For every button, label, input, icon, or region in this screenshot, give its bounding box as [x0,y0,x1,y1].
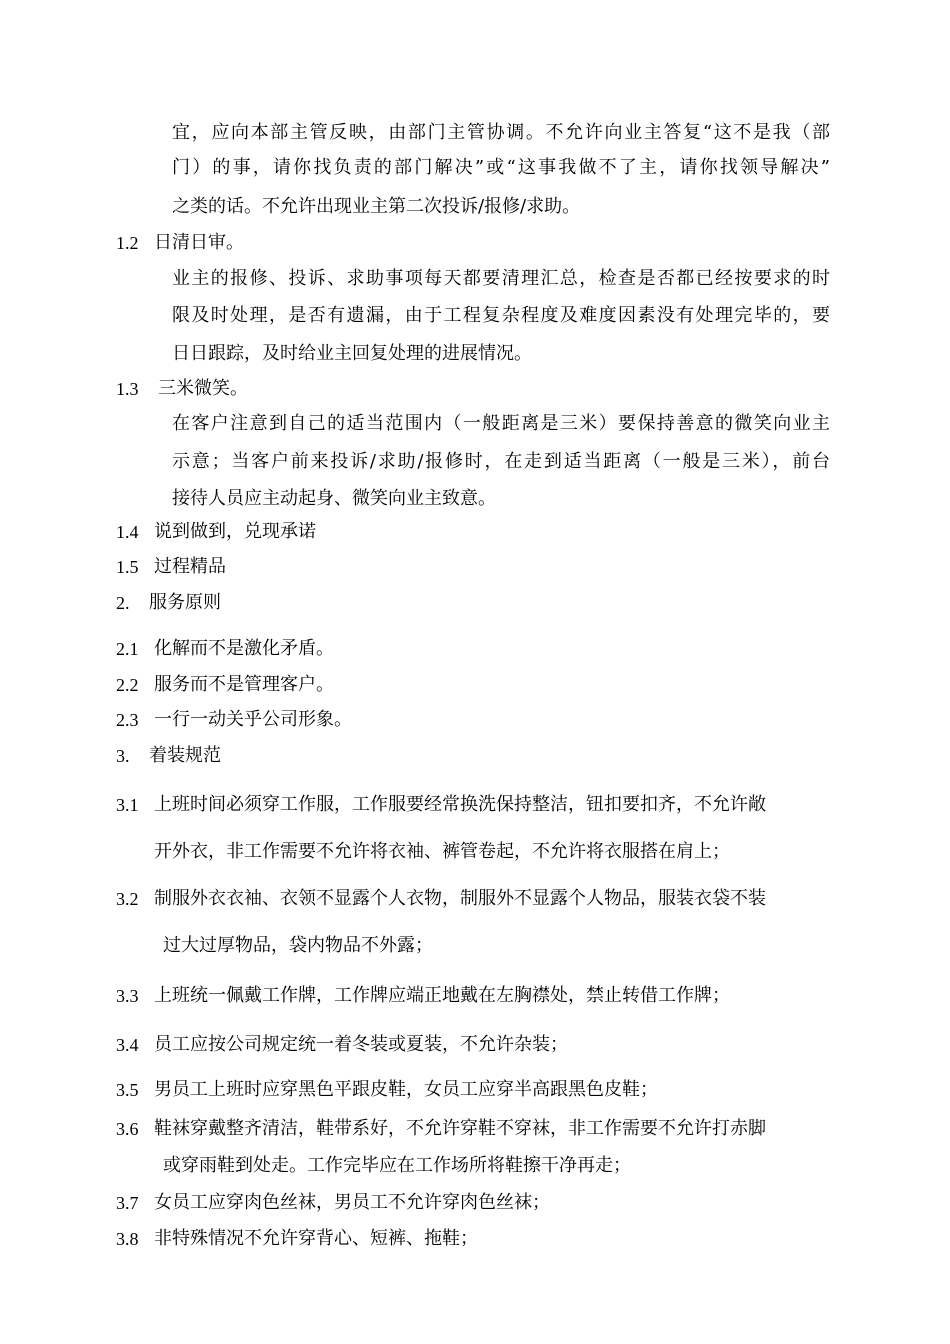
section-title: 服务原则 [149,592,221,613]
section-title: 着装规范 [149,745,221,766]
section-number: 3. [116,746,130,766]
section-number: 3.8 [116,1229,139,1249]
section-title: 女员工应穿肉色丝袜，男员工不允许穿肉色丝袜； [154,1192,550,1213]
intro-line-3: 之类的话。不允许出现业主第二次投诉/报修/求助。 [172,196,581,217]
section-title: 非特殊情况不允许穿背心、短裤、拖鞋； [154,1228,478,1249]
section-number: 3.6 [116,1119,139,1139]
section-title: 一行一动关乎公司形象。 [154,709,352,730]
section-number: 1.3 [116,379,139,399]
section-body-line: 限及时处理，是否有遗漏，由于工程复杂程度及难度因素没有处理完毕的，要 [172,305,830,326]
section-title: 上班时间必须穿工作服，工作服要经常换洗保持整洁，钮扣要扣齐，不允许敞 [154,794,766,815]
section-title: 男员工上班时应穿黑色平跟皮鞋，女员工应穿半高跟黑色皮鞋； [154,1079,658,1100]
section-continuation: 或穿雨鞋到处走。工作完毕应在工作场所将鞋擦干净再走； [163,1155,631,1176]
section-title: 员工应按公司规定统一着冬装或夏装，不允许杂装； [154,1034,568,1055]
section-number: 2.1 [116,639,139,659]
section-number: 2.3 [116,710,139,730]
section-number: 3.4 [116,1035,139,1055]
section-continuation: 过大过厚物品，袋内物品不外露； [163,935,433,956]
section-title: 三米微笑。 [158,378,248,399]
section-number: 2.2 [116,675,139,695]
section-title: 鞋袜穿戴整齐清洁，鞋带系好，不允许穿鞋不穿袜，非工作需要不允许打赤脚 [154,1118,766,1139]
intro-line-1: 宜，应向本部主管反映，由部门主管协调。不允许向业主答复“这不是我（部 [172,122,830,143]
section-body-line: 日日跟踪，及时给业主回复处理的进展情况。 [172,343,532,364]
section-title: 化解而不是激化矛盾。 [154,638,334,659]
section-number: 1.4 [116,522,139,542]
intro-line-2: 门）的事，请你找负责的部门解决”或“这事我做不了主，请你找领导解决” [172,157,830,178]
section-number: 1.2 [116,233,139,253]
section-continuation: 开外衣，非工作需要不允许将衣袖、裤管卷起，不允许将衣服搭在肩上； [154,841,730,862]
section-number: 2. [116,593,130,613]
section-number: 3.2 [116,889,139,909]
section-number: 3.5 [116,1080,139,1100]
section-number: 1.5 [116,557,139,577]
section-body-line: 示意；当客户前来投诉/求助/报修时，在走到适当距离（一般是三米），前台 [172,451,830,472]
section-body-line: 在客户注意到自己的适当范围内（一般距离是三米）要保持善意的微笑向业主 [172,413,830,434]
section-body-line: 业主的报修、投诉、求助事项每天都要清理汇总，检查是否都已经按要求的时 [172,268,830,289]
section-body-line: 接待人员应主动起身、微笑向业主致意。 [172,488,496,509]
section-number: 3.3 [116,986,139,1006]
section-title: 说到做到，兑现承诺 [154,521,316,542]
section-title: 过程精品 [154,556,226,577]
section-title: 制服外衣衣袖、衣领不显露个人衣物，制服外不显露个人物品，服装衣袋不装 [154,888,766,909]
section-number: 3.7 [116,1193,139,1213]
section-title: 上班统一佩戴工作牌，工作牌应端正地戴在左胸襟处，禁止转借工作牌； [154,985,730,1006]
section-title: 服务而不是管理客户。 [154,674,334,695]
section-number: 3.1 [116,795,139,815]
section-title: 日清日审。 [154,232,244,253]
